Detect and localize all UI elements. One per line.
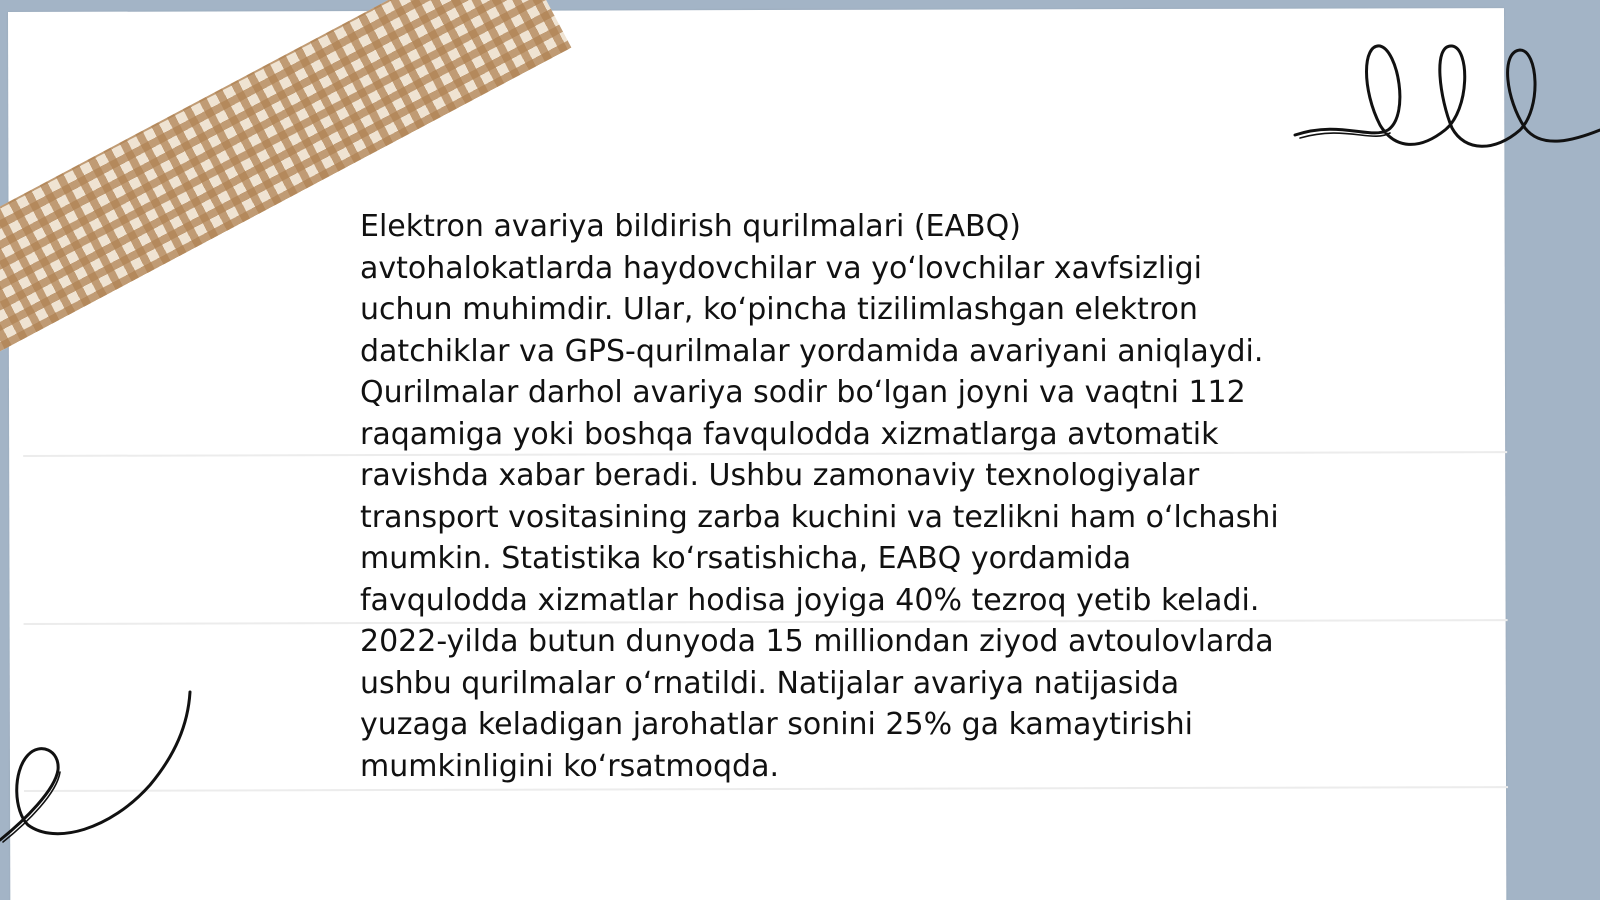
swirl-scribble-bottom-left [0, 700, 200, 850]
loop-scribble-top-right [1280, 30, 1600, 170]
body-paragraph: Elektron avariya bildirish qurilmalari (EABQ) avtohalokatlarda haydovchilar va yo‘lovchilar xavfsizligi uchun muhimdir. Ular, ko‘pincha tizilimlashgan elektron datchiklar va GPS-qurilmalar yordamida avariyani aniqlaydi. Qurilmalar darhol avariya sodir bo‘lgan joyni va vaqtni 112 raqamiga yoki boshqa favqulodda xizmatlarga avtomatik ravishda xabar beradi. Ushbu zamonaviy texnologiyalar transport vositasining zarba kuchini va tezlikni ham o‘lchashi mumkin. Statistika ko‘rsatishicha, EABQ yordamida favqulodda xizmatlar hodisa joyiga 40% tezroq yetib keladi. 2022-yilda butun dunyoda 15 milliondan ziyod avtoulovlarda ushbu qurilmalar o‘rnatildi. Natijalar avariya natijasida yuzaga keladigan jarohatlar sonini 25% ga kamaytirishi mumkinligini ko‘rsatmoqda. [360, 209, 1279, 784]
